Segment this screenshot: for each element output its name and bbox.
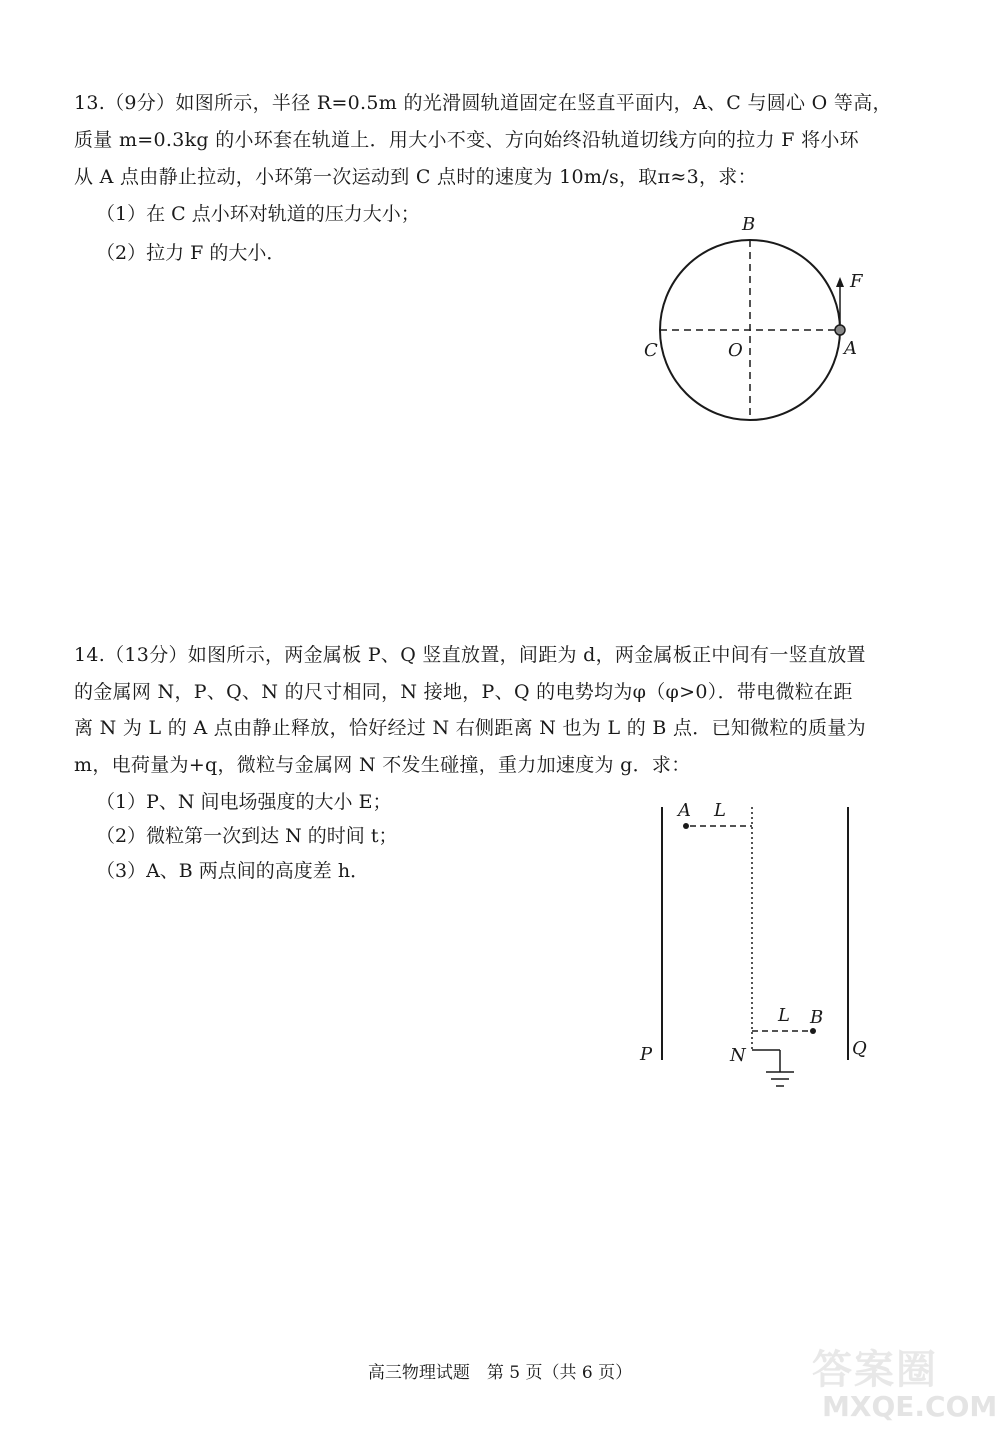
watermark-en: MXQE.COM — [822, 1390, 998, 1423]
label-B: B — [742, 214, 756, 235]
q13-line-1: 13.（9分）如图所示，半径 R=0.5m 的光滑圆轨道固定在竖直平面内，A、C 与圆心 O 等高， — [74, 92, 892, 114]
label-L-bottom: L — [778, 1005, 790, 1026]
q14-figure — [630, 795, 880, 1100]
label-P: P — [640, 1044, 653, 1065]
q14-line-3: 离 N 为 L 的 A 点由静止释放，恰好经过 N 右侧距离 N 也为 L 的 B 点．已知微粒的质量为 — [74, 717, 866, 739]
q14-line-4: m，电荷量为+q，微粒与金属网 N 不发生碰撞，重力加速度为 g．求： — [74, 754, 691, 776]
ring-ball — [835, 325, 845, 335]
q14-sub-2: （2）微粒第一次到达 N 的时间 t； — [96, 825, 398, 847]
point-B — [810, 1028, 816, 1034]
q14-line-1: 14.（13分）如图所示，两金属板 P、Q 竖直放置，间距为 d，两金属板正中间有一竖直放置 — [74, 644, 866, 666]
watermark-cn: 答案圈 — [812, 1347, 938, 1393]
label-L-top: L — [714, 800, 726, 821]
q13-line-2: 质量 m=0.3kg 的小环套在轨道上．用大小不变、方向始终沿轨道切线方向的拉力 F 将小环 — [74, 129, 859, 151]
label-Q: Q — [852, 1038, 867, 1059]
point-A — [683, 823, 689, 829]
q13-sub-1: （1）在 C 点小环对轨道的压力大小； — [96, 203, 420, 225]
label-F: F — [850, 271, 863, 292]
label-C: C — [644, 340, 658, 361]
q13-sub-2: （2）拉力 F 的大小． — [96, 242, 286, 264]
label-B: B — [810, 1007, 824, 1028]
page-footer: 高三物理试题 第 5 页（共 6 页） — [367, 1363, 633, 1383]
label-A: A — [844, 338, 857, 359]
q13-line-3: 从 A 点由静止拉动，小环第一次运动到 C 点时的速度为 10m/s，取π≈3，求： — [74, 166, 757, 188]
label-O: O — [728, 340, 743, 361]
q14-line-2: 的金属网 N，P、Q、N 的尺寸相同，N 接地，P、Q 的电势均为φ（φ>0）．带电微粒在距 — [74, 681, 853, 703]
label-A: A — [678, 800, 691, 821]
q13-figure — [630, 205, 880, 445]
force-arrow-head — [836, 277, 844, 287]
q14-sub-3: （3）A、B 两点间的高度差 h． — [96, 860, 370, 882]
watermark-logo — [812, 1338, 998, 1426]
label-N: N — [730, 1045, 746, 1066]
q14-sub-1: （1）P、N 间电场强度的大小 E； — [96, 791, 392, 813]
